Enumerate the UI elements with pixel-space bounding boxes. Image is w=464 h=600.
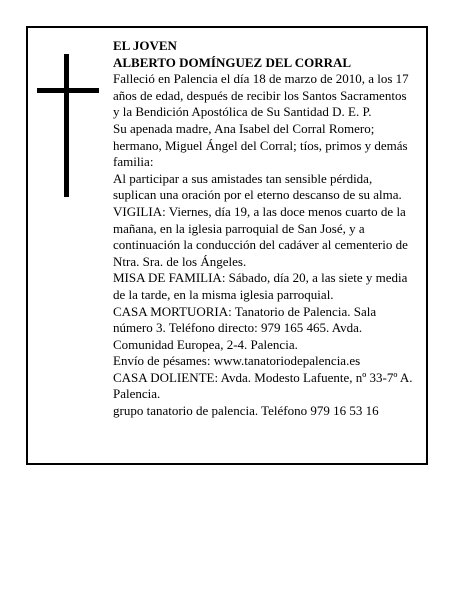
funeral-home-paragraph: CASA MORTUORIA: Tanatorio de Palencia. Sala número 3. Teléfono directo: 979 165 465. Avda. Comunidad Europea, 2-4. Palencia. (113, 303, 377, 352)
cross-icon (37, 54, 99, 197)
death-paragraph: Falleció en Palencia el día 18 de marzo de 2010, a los 17 años de edad, después de recibir los Santos Sacramentos y la Bendición Apostólica de Su Santidad D. E. P. (113, 71, 409, 120)
notice-title-line1: EL JOVEN (113, 38, 177, 53)
cross-vertical-bar (64, 54, 69, 197)
mass-paragraph: MISA DE FAMILIA: Sábado, día 20, a las siete y media de la tarde, en la misma iglesia parroquial. (113, 270, 408, 302)
condolences-paragraph: Envío de pésames: www.tanatoriodepalencia.es (113, 353, 361, 369)
notice-body (113, 38, 413, 420)
footer-paragraph: grupo tanatorio de palencia. Teléfono 979 16 53 16 (113, 403, 379, 419)
family-paragraph: Su apenada madre, Ana Isabel del Corral Romero; hermano, Miguel Ángel del Corral; tíos, primos y demás familia: (113, 120, 408, 170)
vigil-paragraph: VIGILIA: Viernes, día 19, a las doce menos cuarto de la mañana, en la iglesia parroquial de San José, y a continuación la conducción del cadáver al cementerio de Ntra. Sra. de los Ángeles. (113, 203, 408, 269)
deceased-name: ALBERTO DOMÍNGUEZ DEL CORRAL (113, 54, 352, 70)
cross-horizontal-bar (37, 88, 99, 93)
family-home-paragraph: CASA DOLIENTE: Avda. Modesto Lafuente, nº 33-7º A. Palencia. (113, 369, 413, 402)
request-paragraph: Al participar a sus amistades tan sensible pérdida, suplican una oración por el eterno descanso de su alma. (113, 170, 402, 203)
